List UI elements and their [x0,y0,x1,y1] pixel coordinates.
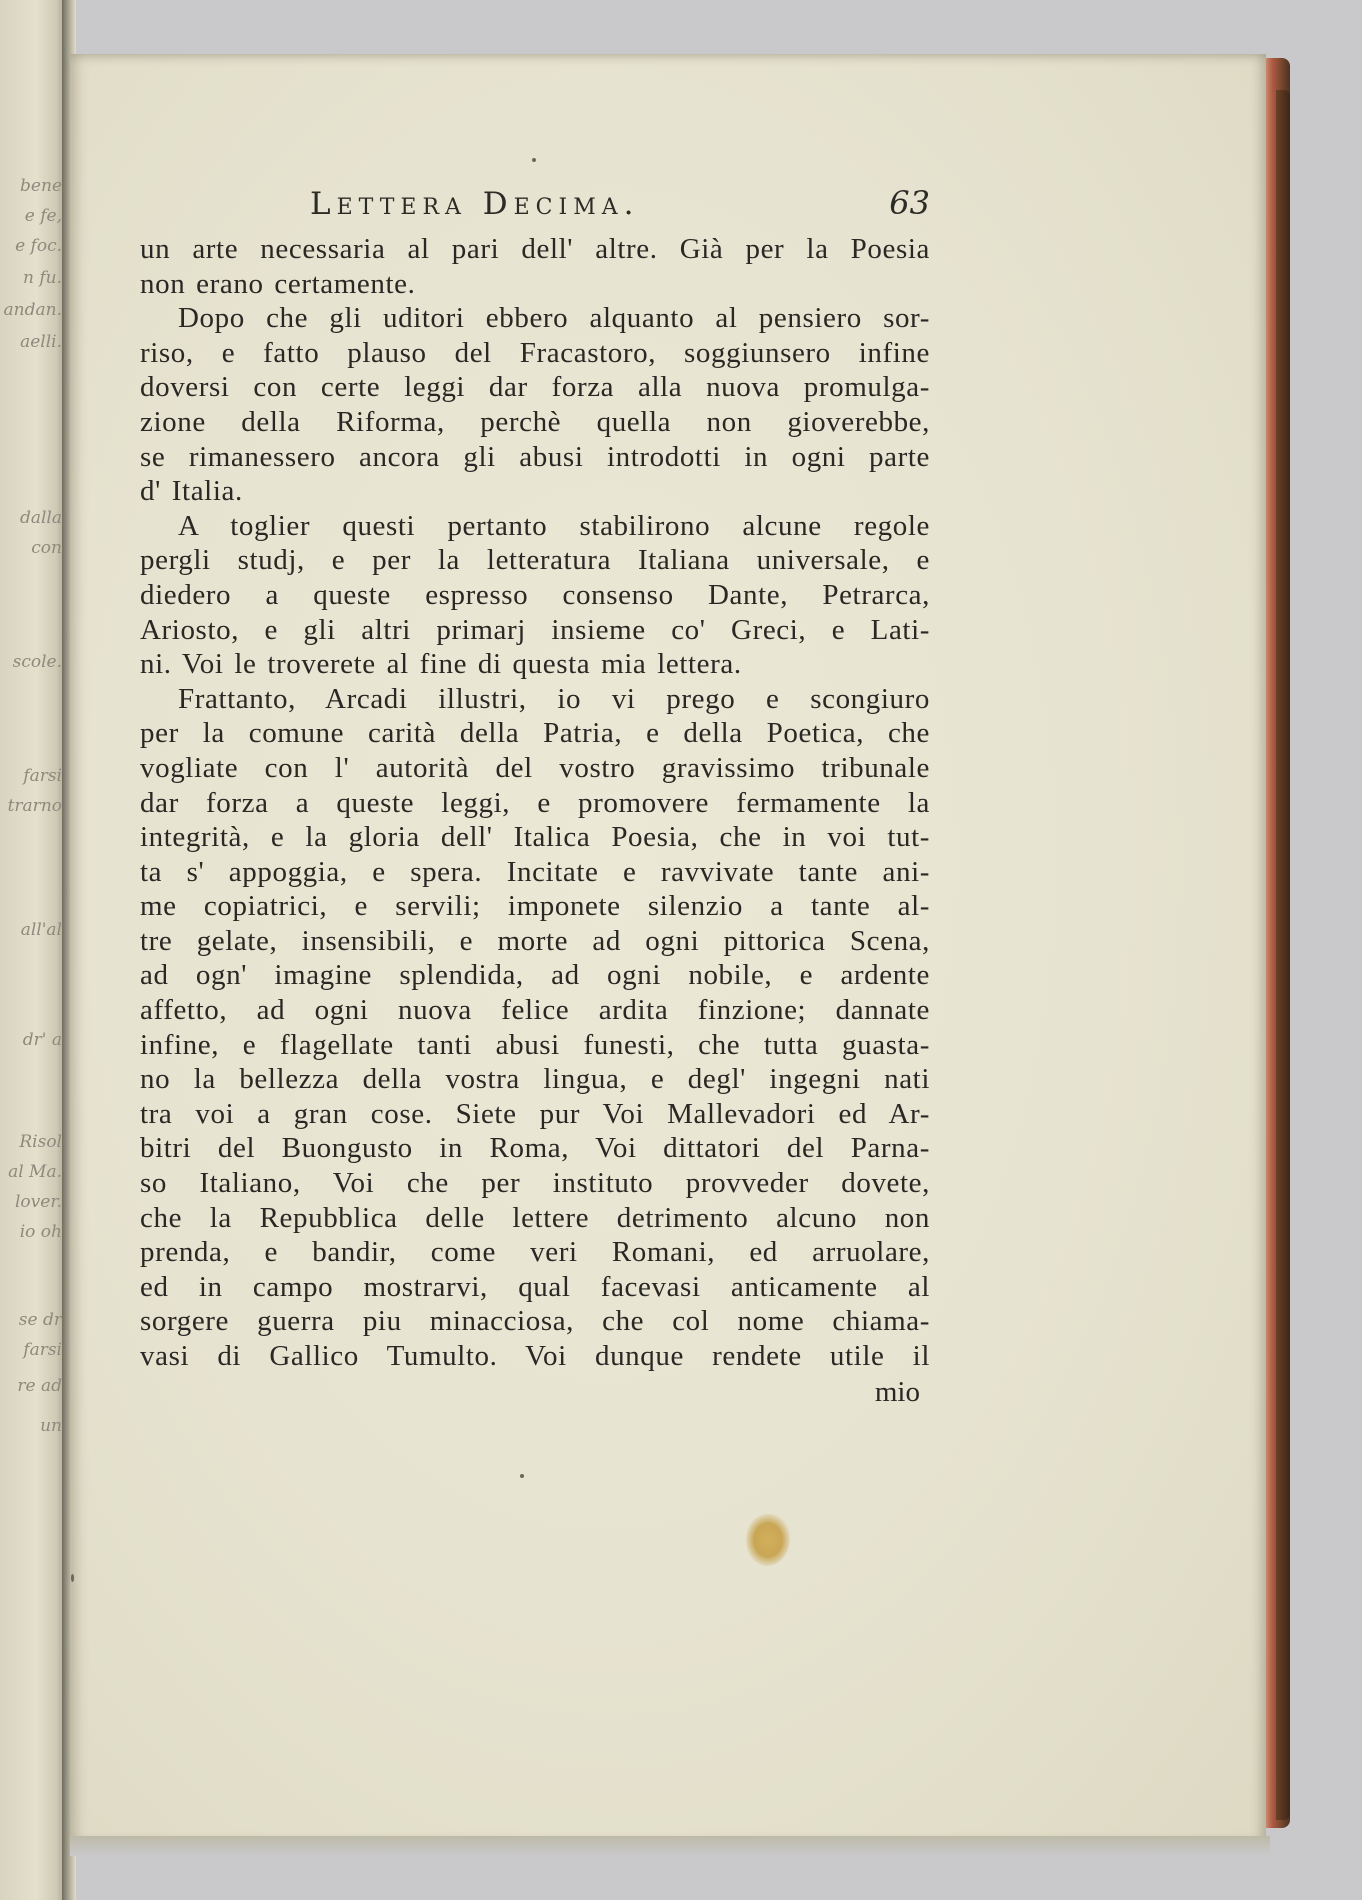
bleed-through-text: farsi [23,1340,62,1360]
bleed-through-text: Risol [19,1132,62,1152]
bleed-through-text: aelli. [20,332,62,352]
catchword: mio [874,1375,920,1408]
bleed-through-text: all'al [20,920,62,940]
text-block [140,180,930,1409]
text-line: zione della Riforma, perchè quella non gioverebbe, [140,405,930,438]
text-line: ni. Voi le troverete al fine di questa mia lettera. [140,648,742,681]
text-line: vogliate con l' autorità del vostro gravissimo tribunale [140,751,930,784]
text-line: vasi di Gallico Tumulto. Voi dunque rendete utile il [140,1340,930,1372]
bleed-through-text: n fu. [23,268,62,288]
page-number: 63 [889,184,930,222]
foxing-stain [746,1514,790,1566]
page-speck [532,158,536,162]
text-line: so Italiano, Voi che per instituto provveder dovete, [140,1167,930,1200]
bleed-through-text: scole. [12,652,62,672]
text-line: ad ogn' imagine splendida, ad ogni nobile, e ardente [140,959,930,992]
text-line: tre gelate, insensibili, e morte ad ogni pittorica Scena, [140,924,930,957]
text-line: non erano certamente. [140,267,416,300]
bleed-through-text: bene [20,176,62,196]
text-line: integrità, e la gloria dell' Italica Poesia, che in voi tut- [140,821,930,854]
text-line: doversi con certe leggi dar forza alla nuova promulga- [140,371,930,404]
bleed-through-text: al Ma. [8,1162,62,1182]
text-line: Frattanto, Arcadi illustri, io vi prego e scongiuro [178,682,930,715]
text-line: sorgere guerra piu minacciosa, che col nome chiama- [140,1305,930,1338]
text-line: diedero a queste espresso consenso Dante, Petrarca, [140,578,930,611]
text-line: prenda, e bandir, come veri Romani, ed arruolare, [140,1236,930,1269]
bleed-through-text: e foc. [15,236,62,256]
running-head-title: Lettera Decima. [310,186,640,222]
running-head [140,180,930,232]
text-line: bitri del Buongusto in Roma, Voi dittatori del Parna- [140,1132,930,1165]
bleed-through-text: dalla [19,508,62,528]
page-speck [520,1474,524,1478]
bleed-through-text: io oh [19,1222,62,1242]
text-line: tra voi a gran cose. Siete pur Voi Mallevadori ed Ar- [140,1097,930,1130]
page-bottom-shadow [70,1836,1270,1856]
text-line: per la comune carità della Patria, e della Poetica, che [140,717,930,750]
text-line: che la Repubblica delle lettere detrimento alcuno non [140,1201,930,1234]
bleed-through-text: andan. [3,300,62,320]
page-speck [71,1574,74,1582]
text-line: Ariosto, e gli altri primarj insieme co' Greci, e Lati- [140,613,930,646]
text-line: Dopo che gli uditori ebbero alquanto al pensiero sor- [178,302,930,335]
bleed-through-text: trarno [7,796,62,816]
bleed-through-text: e fe, [24,206,62,226]
text-line: dar forza a queste leggi, e promovere fermamente la [140,786,930,819]
bleed-through-text: con [31,538,62,558]
bleed-through-text: re ad [17,1376,62,1396]
body-text [140,232,930,1374]
text-line: un arte necessaria al pari dell' altre. Già per la Poesia [140,233,930,265]
text-line: d' Italia. [140,475,243,508]
text-line: ed in campo mostrarvi, qual facevasi anticamente al [140,1270,930,1303]
text-line: no la bellezza della vostra lingua, e degl' ingegni nati [140,1063,930,1096]
bleed-through-text: un [40,1416,62,1436]
bleed-through-text: se dr [18,1310,62,1330]
bleed-through-text: lover. [15,1192,62,1212]
bleed-through-text: dr' a [22,1030,62,1050]
text-line: A toglier questi pertanto stabilirono alcune regole [178,509,930,542]
text-line: infine, e flagellate tanti abusi funesti, che tutta guasta- [140,1028,930,1061]
text-line: me copiatrici, e servili; imponete silenzio a tante al- [140,890,930,923]
text-line: ta s' appoggia, e spera. Incitate e ravvivate tante ani- [140,855,930,888]
book-cover-edge [1276,90,1290,1820]
facing-page [0,0,66,1900]
text-line: riso, e fatto plauso del Fracastoro, soggiunsero infine [140,336,930,369]
bleed-through-text: farsi [23,766,62,786]
text-line: pergli studj, e per la letteratura Italiana universale, e [140,544,930,577]
text-line: se rimanessero ancora gli abusi introdotti in ogni parte [140,440,930,473]
text-line: affetto, ad ogni nuova felice ardita finzione; dannate [140,994,930,1027]
